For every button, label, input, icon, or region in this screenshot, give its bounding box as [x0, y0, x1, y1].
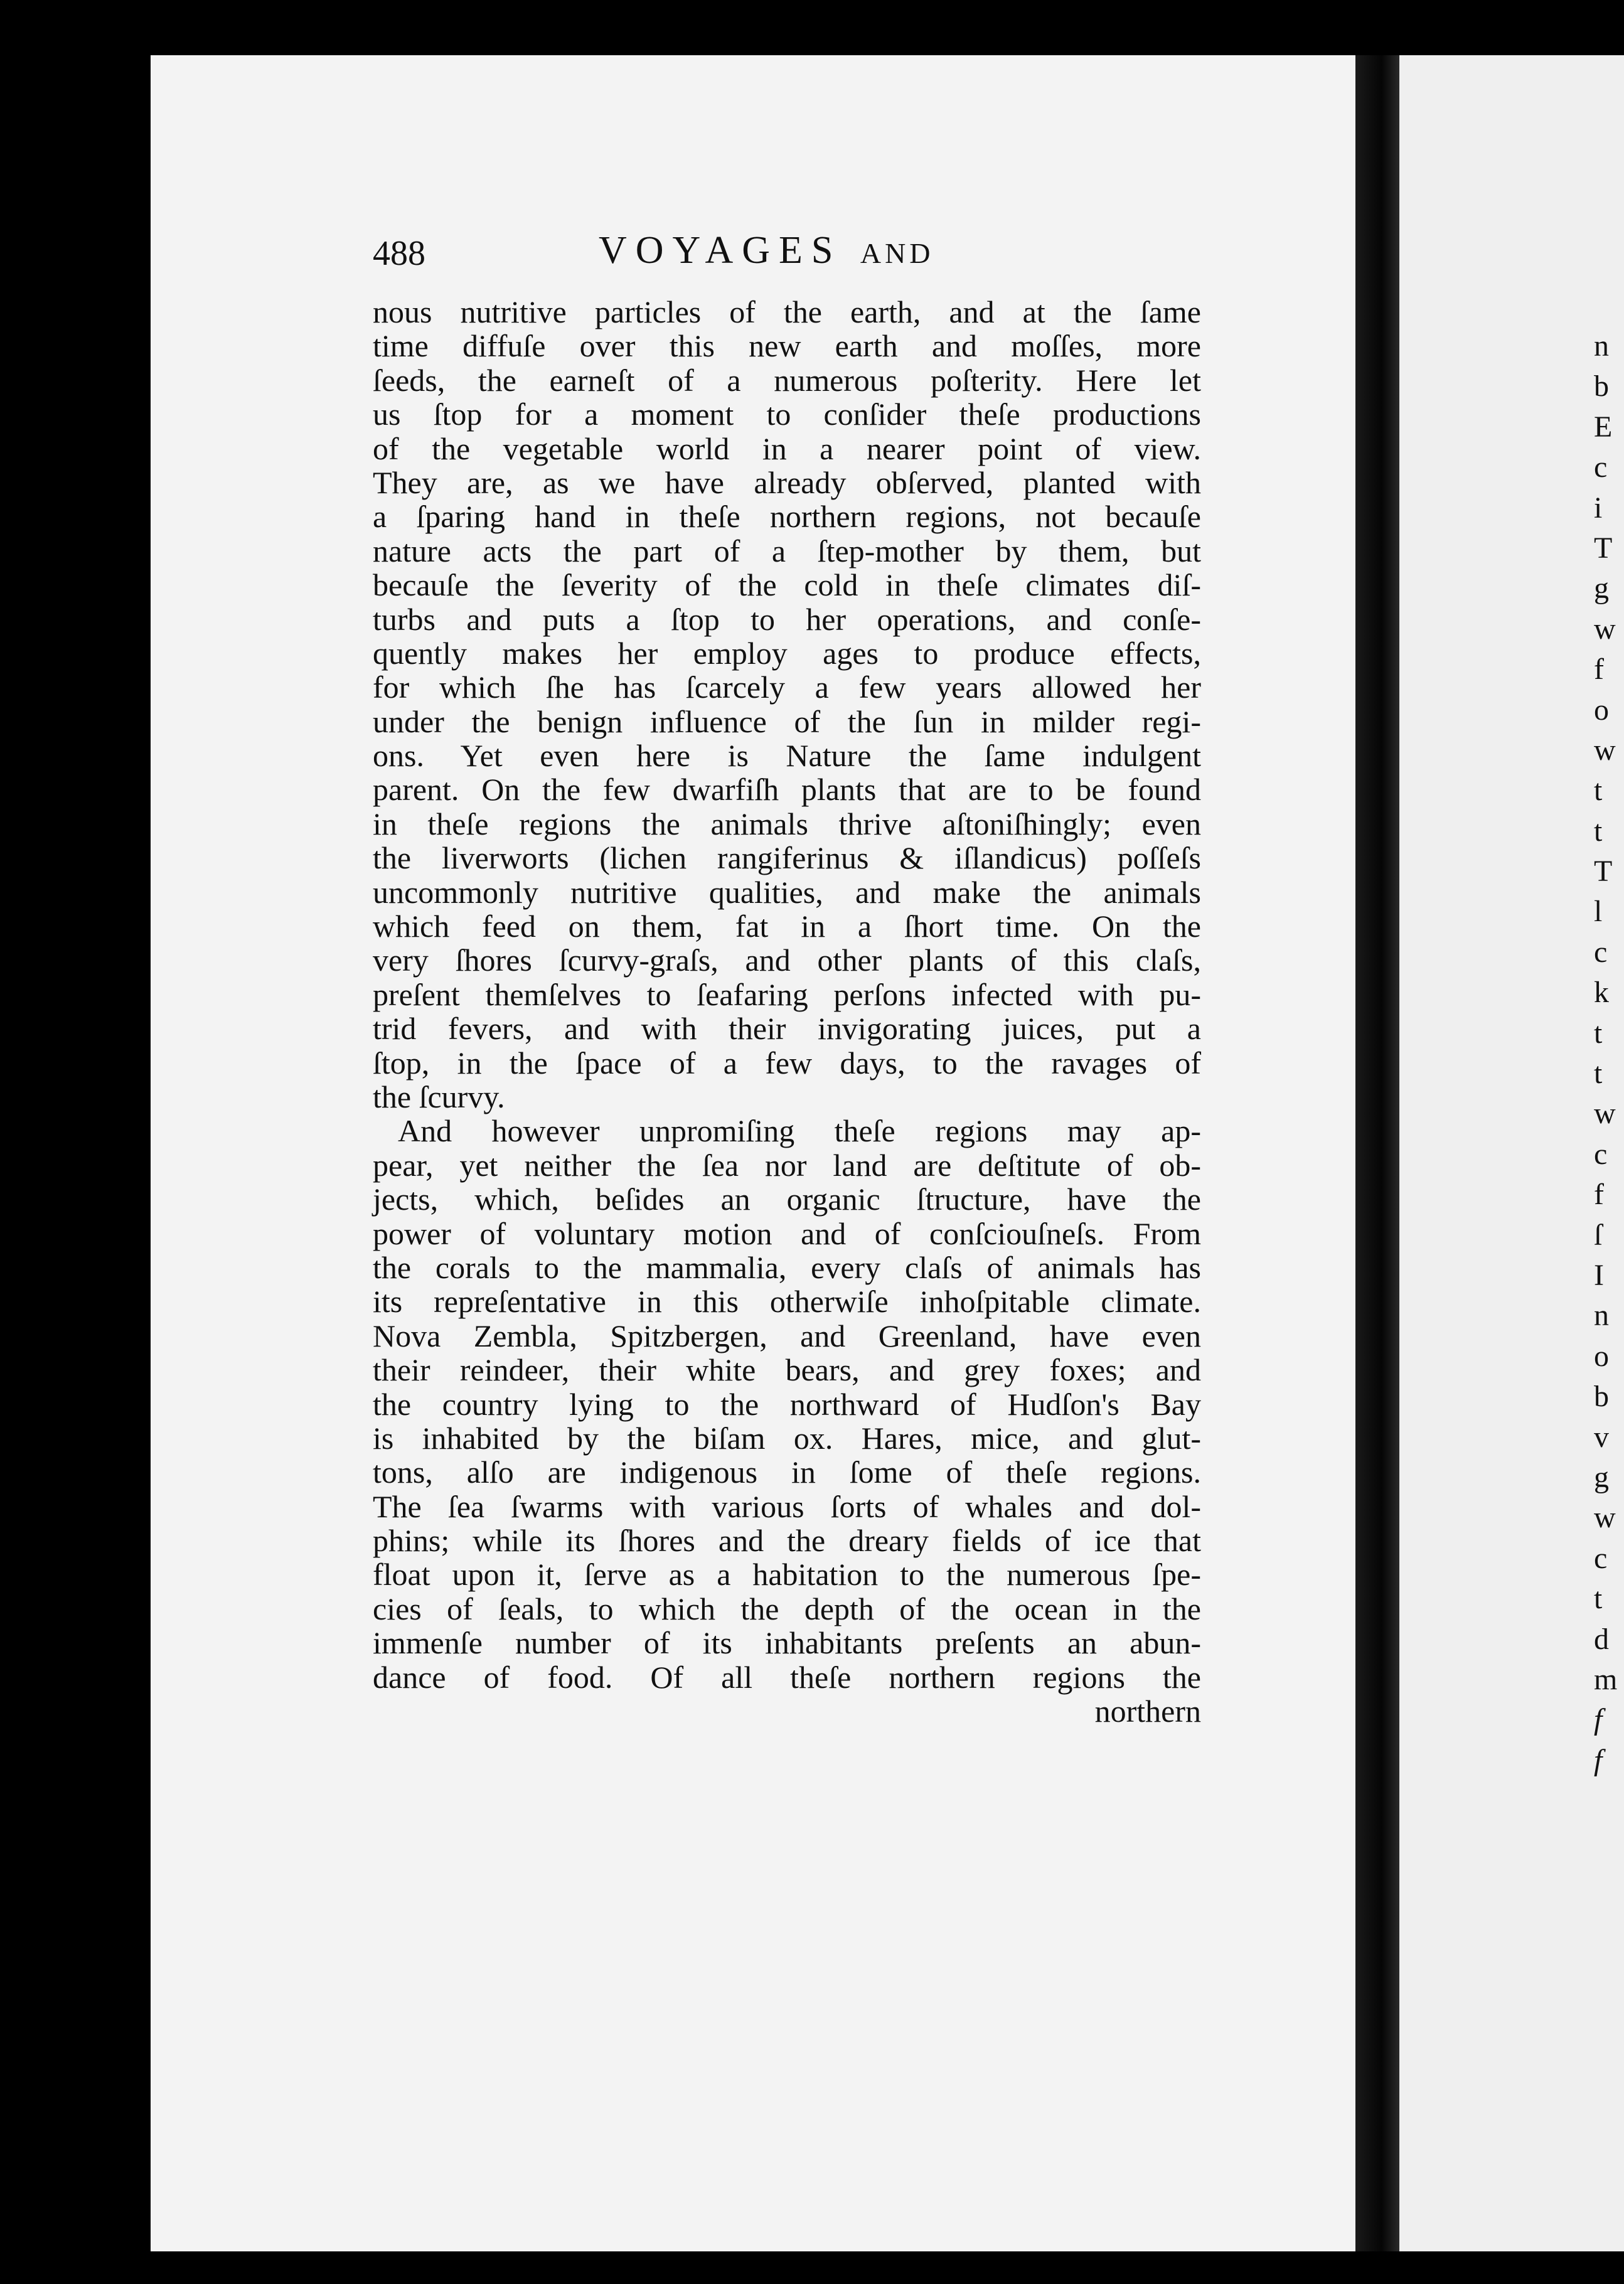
edge-fragment: ſ	[1594, 1218, 1603, 1252]
edge-fragment: T	[1594, 531, 1613, 565]
edge-fragment: f	[1594, 1703, 1603, 1737]
text-line: nature acts the part of a ſtep-mother by them, but	[373, 533, 1201, 568]
edge-fragment: t	[1594, 1057, 1603, 1091]
edge-fragment: o	[1594, 1339, 1609, 1373]
edge-fragment: t	[1594, 774, 1603, 808]
text-line: They are, as we have already obſerved, planted with	[373, 464, 1201, 500]
page-number: 488	[373, 234, 425, 273]
text-line: under the benign influence of the ſun in milder regi-	[373, 703, 1201, 739]
edge-fragment: n	[1594, 1299, 1609, 1333]
edge-fragment: w	[1594, 1097, 1616, 1131]
text-line: ons. Yet even here is Nature the ſame indulgent	[373, 738, 1201, 774]
edge-fragment: I	[1594, 1258, 1604, 1292]
text-line: its repreſentative in this otherwiſe inhoſpitable climate.	[373, 1284, 1201, 1320]
text-line: phins; while its ſhores and the dreary fields of ice that	[373, 1523, 1201, 1559]
text-line: very ſhores ſcurvy-graſs, and other plants of this claſs,	[373, 942, 1201, 978]
text-line: The ſea ſwarms with various ſorts of whales and dol-	[373, 1488, 1201, 1524]
edge-fragment: o	[1594, 693, 1609, 727]
text-line: float upon it, ſerve as a habitation to the numerous ſpe-	[373, 1557, 1201, 1593]
edge-fragment: i	[1594, 491, 1603, 525]
text-line: parent. On the few dwarfiſh plants that are to be found	[373, 772, 1201, 808]
running-head	[599, 228, 934, 273]
text-line: us ſtop for a moment to conſider theſe productions	[373, 397, 1201, 432]
text-line: for which ſhe has ſcarcely a few years allowed her	[373, 670, 1201, 705]
edge-fragment: t	[1594, 1016, 1603, 1050]
text-line: their reindeer, their white bears, and grey foxes; and	[373, 1352, 1201, 1388]
text-line: becauſe the ſeverity of the cold in theſe climates diſ-	[373, 567, 1201, 603]
book-gutter	[1355, 55, 1399, 2251]
edge-fragment: f	[1594, 1743, 1603, 1777]
edge-fragment: w	[1594, 733, 1616, 767]
edge-fragment: w	[1594, 1501, 1616, 1535]
edge-fragment: b	[1594, 1380, 1609, 1414]
edge-fragment: g	[1594, 1460, 1609, 1494]
text-line: of the vegetable world in a nearer point of view.	[373, 430, 1201, 466]
text-line: ſtop, in the ſpace of a few days, to the ravages of	[373, 1045, 1201, 1081]
edge-fragment: t	[1594, 814, 1603, 848]
edge-fragment: d	[1594, 1622, 1609, 1656]
text-line: uncommonly nutritive qualities, and make the animals	[373, 874, 1201, 910]
page-header	[373, 226, 1201, 295]
edge-fragment: m	[1594, 1662, 1618, 1696]
text-line: the ſcurvy.	[373, 1079, 505, 1114]
text-line: time diffuſe over this new earth and moſſes, more	[373, 328, 1201, 364]
catchword: northern	[1094, 1694, 1201, 1729]
edge-fragment: b	[1594, 370, 1609, 403]
paragraph-2	[373, 1114, 1201, 1694]
edge-fragment: w	[1594, 612, 1616, 646]
text-line: is inhabited by the biſam ox. Hares, mice, and glut-	[373, 1420, 1201, 1456]
text-line: dance of food. Of all theſe northern regions the	[373, 1659, 1201, 1695]
text-line: quently makes her employ ages to produce effects,	[373, 635, 1201, 671]
text-line: power of voluntary motion and of conſciouſneſs. From	[373, 1215, 1201, 1251]
edge-fragment: c	[1594, 451, 1608, 484]
text-line: Nova Zembla, Spitzbergen, and Greenland, have even	[373, 1318, 1201, 1353]
edge-fragment: f	[1594, 1178, 1604, 1212]
edge-fragment: g	[1594, 572, 1609, 606]
text-line: cies of ſeals, to which the depth of the ocean in the	[373, 1591, 1201, 1626]
text-line: ſeeds, the earneſt of a numerous poſterity. Here let	[373, 362, 1201, 398]
book-page-right-edge	[1399, 55, 1624, 2251]
text-line: turbs and puts a ſtop to her operations, and conſe-	[373, 601, 1201, 637]
edge-fragment: n	[1594, 329, 1609, 363]
text-line: the country lying to the northward of Hudſon's Bay	[373, 1386, 1201, 1422]
text-line: the liverworts (lichen rangiferinus & iſlandicus) poſſeſs	[373, 840, 1201, 876]
edge-fragment: k	[1594, 976, 1609, 1010]
text-line: nous nutritive particles of the earth, and at the ſame	[373, 294, 1201, 329]
edge-fragment: E	[1594, 410, 1613, 444]
edge-fragment: T	[1594, 855, 1613, 889]
adjacent-page-text-fragments	[1594, 326, 1624, 1781]
text-line: immenſe number of its inhabitants preſents an abun-	[373, 1625, 1201, 1661]
running-head-conjunction: AND	[860, 237, 934, 269]
running-head-title: VOYAGES	[599, 229, 842, 272]
edge-fragment: f	[1594, 653, 1604, 686]
edge-fragment: l	[1594, 895, 1603, 929]
edge-fragment: c	[1594, 1137, 1608, 1171]
paragraph-1	[373, 295, 1201, 1114]
text-line: trid fevers, and with their invigorating juices, put a	[373, 1011, 1201, 1047]
text-line: the corals to the mammalia, every claſs of animals has	[373, 1249, 1201, 1285]
edge-fragment: t	[1594, 1582, 1603, 1616]
text-line: tons, alſo are indigenous in ſome of theſe regions.	[373, 1454, 1201, 1490]
text-line: which feed on them, fat in a ſhort time. On the	[373, 909, 1201, 944]
text-line: jects, which, beſides an organic ſtructure, have the	[373, 1182, 1201, 1217]
text-line: pear, yet neither the ſea nor land are deſtitute of ob-	[373, 1147, 1201, 1183]
text-line: in theſe regions the animals thrive aſtoniſhingly; even	[373, 806, 1201, 841]
edge-fragment: c	[1594, 1541, 1608, 1575]
text-line: preſent themſelves to ſeafaring perſons infected with pu-	[373, 976, 1201, 1012]
edge-fragment: v	[1594, 1420, 1609, 1454]
body-text	[373, 295, 1201, 1728]
text-line: And however unpromiſing theſe regions may ap-	[398, 1113, 1201, 1149]
edge-fragment: c	[1594, 935, 1608, 969]
text-line: a ſparing hand in theſe northern regions, not becauſe	[373, 499, 1201, 535]
